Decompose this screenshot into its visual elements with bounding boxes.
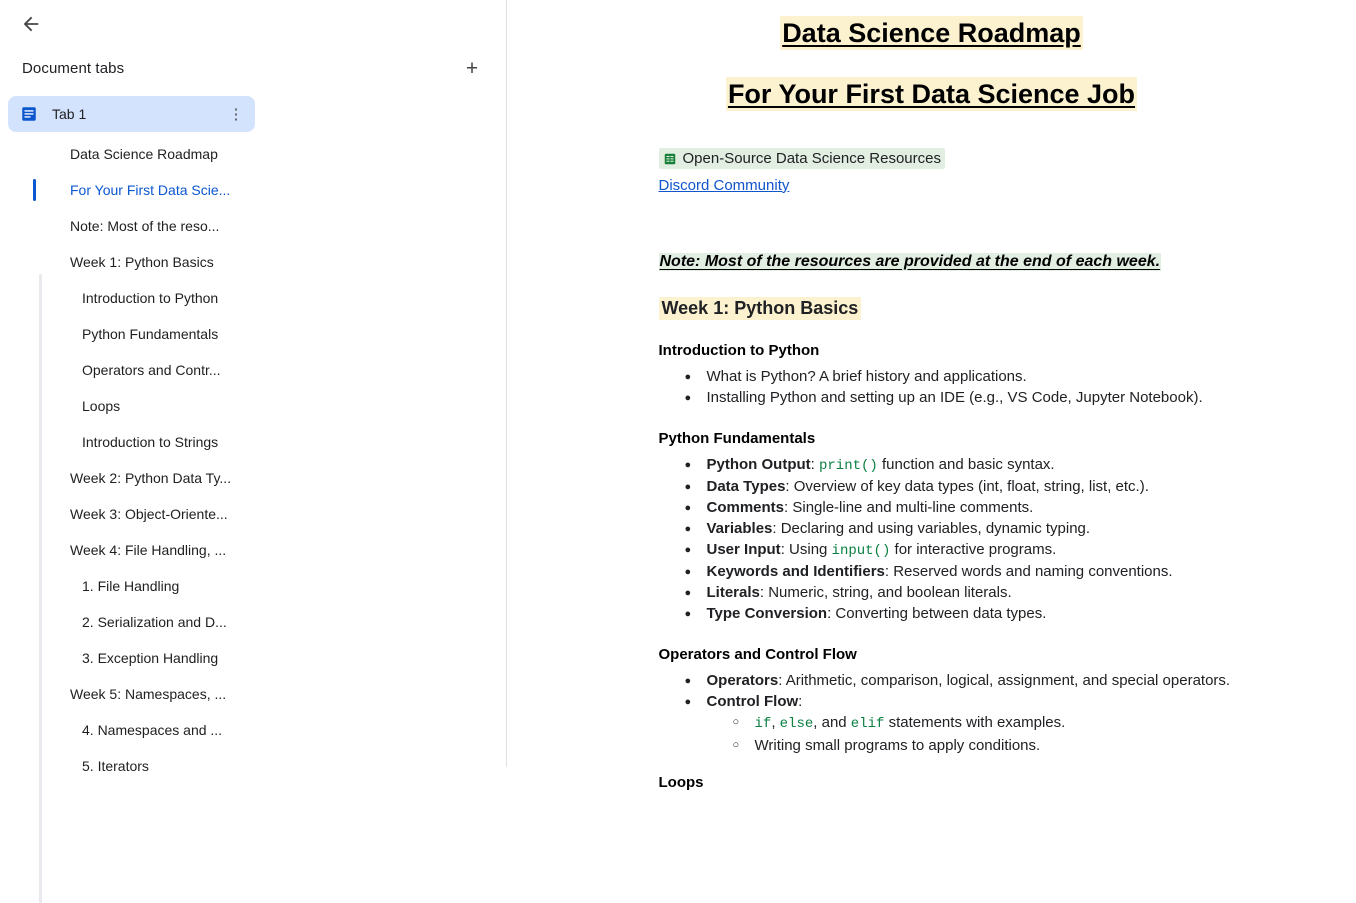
section-heading-operators-and-control-flow: Operators and Control Flow bbox=[658, 645, 857, 663]
bullet-list-introduction-to-python bbox=[562, 367, 1302, 408]
bullet-text: : Overview of key data types (int, float, string, list, etc.). bbox=[785, 477, 1149, 495]
outline-item-label: 5. Iterators bbox=[82, 758, 149, 774]
outline-item-label: 3. Exception Handling bbox=[82, 650, 219, 666]
outline-item-label: Week 2: Python Data Ty... bbox=[70, 470, 232, 486]
outline-item-15[interactable] bbox=[0, 676, 506, 712]
bullet-term: Comments bbox=[706, 498, 785, 516]
bullet-term: Data Types bbox=[706, 477, 786, 495]
bullet-list-python-fundamentals bbox=[562, 455, 1302, 624]
list-item bbox=[707, 562, 1302, 582]
document-page bbox=[562, 0, 1302, 791]
outline-item-label: Python Fundamentals bbox=[82, 326, 219, 342]
document-outline bbox=[0, 136, 506, 784]
bullet-term: Python Output bbox=[706, 455, 811, 473]
list-item bbox=[707, 671, 1302, 691]
page-title-line1 bbox=[562, 18, 1302, 49]
outline-item-2[interactable] bbox=[0, 208, 506, 244]
inline-code: if bbox=[754, 715, 772, 732]
outline-item-label: Introduction to Strings bbox=[82, 434, 219, 450]
bullet-term: Variables bbox=[706, 519, 773, 537]
bullet-text: : bbox=[798, 692, 803, 710]
outline-item-5[interactable] bbox=[0, 316, 506, 352]
sidebar-top-bar bbox=[0, 0, 506, 48]
outline-item-4[interactable] bbox=[0, 280, 506, 316]
document-canvas bbox=[507, 0, 1356, 791]
open-source-resources-chip[interactable] bbox=[659, 148, 945, 169]
outline-item-label: Week 1: Python Basics bbox=[70, 254, 214, 270]
outline-item-6[interactable] bbox=[0, 352, 506, 388]
bullet-term: Operators bbox=[706, 671, 779, 689]
document-tab-icon bbox=[20, 105, 38, 123]
list-item bbox=[707, 455, 1302, 476]
outline-item-label: Introduction to Python bbox=[82, 290, 219, 306]
page-title-line1-text: Data Science Roadmap bbox=[782, 18, 1081, 48]
bullet-term: User Input bbox=[706, 540, 781, 558]
tab-item-label: Tab 1 bbox=[52, 106, 87, 122]
list-item bbox=[707, 583, 1302, 603]
bullet-text: : Converting between data types. bbox=[827, 604, 1047, 622]
bullet-sep: : bbox=[810, 455, 819, 473]
bullet-sep: : Using bbox=[780, 540, 832, 558]
list-item bbox=[707, 388, 1302, 408]
bullet-text: What is Python? A brief history and applications. bbox=[706, 367, 1027, 385]
list-item bbox=[707, 367, 1302, 387]
section-heading-introduction-to-python: Introduction to Python bbox=[658, 341, 820, 359]
outline-item-17[interactable] bbox=[0, 748, 506, 784]
bullet-term: Keywords and Identifiers bbox=[706, 562, 885, 580]
discord-community-link[interactable]: Discord Community bbox=[658, 176, 790, 194]
list-item bbox=[707, 498, 1302, 518]
outline-item-label: Loops bbox=[82, 398, 121, 414]
kebab-menu-icon[interactable]: ⋮ bbox=[228, 105, 244, 123]
document-tabs-title: Document tabs bbox=[22, 59, 125, 77]
bullet-text: : Single-line and multi-line comments. bbox=[784, 498, 1034, 516]
outline-item-14[interactable] bbox=[0, 640, 506, 676]
outline-item-8[interactable] bbox=[0, 424, 506, 460]
list-item bbox=[707, 692, 1302, 756]
sub-bullet-list bbox=[707, 712, 1302, 756]
outline-item-11[interactable] bbox=[0, 532, 506, 568]
inline-code: elif bbox=[850, 715, 885, 732]
outline-item-label: For Your First Data Scie... bbox=[70, 182, 231, 198]
page-title-line2-text: For Your First Data Science Job bbox=[727, 79, 1136, 109]
bullet-text: Installing Python and setting up an IDE (e.g., VS Code, Jupyter Notebook). bbox=[706, 388, 1203, 406]
outline-item-label: Operators and Contr... bbox=[82, 362, 221, 378]
outline-item-label: 4. Namespaces and ... bbox=[82, 722, 223, 738]
list-item bbox=[707, 604, 1302, 624]
outline-item-label: Week 4: File Handling, ... bbox=[70, 542, 227, 558]
outline-item-label: Week 3: Object-Oriente... bbox=[70, 506, 228, 522]
outline-item-label: Week 5: Namespaces, ... bbox=[70, 686, 227, 702]
outline-item-label: 1. File Handling bbox=[82, 578, 180, 594]
spreadsheet-icon bbox=[663, 152, 677, 166]
bullet-text: : Numeric, string, and boolean literals. bbox=[759, 583, 1012, 601]
list-item bbox=[707, 540, 1302, 561]
outline-item-16[interactable] bbox=[0, 712, 506, 748]
add-tab-button[interactable]: + bbox=[465, 56, 479, 80]
code-sep: , bbox=[771, 713, 780, 731]
outline-item-0[interactable] bbox=[0, 136, 506, 172]
bullet-text: function and basic syntax. bbox=[877, 455, 1055, 473]
back-arrow-icon[interactable] bbox=[14, 7, 48, 41]
outline-item-7[interactable] bbox=[0, 388, 506, 424]
list-item bbox=[755, 712, 1302, 735]
open-source-resources-label: Open-Source Data Science Resources bbox=[682, 150, 941, 167]
code-sep: , and bbox=[813, 713, 851, 731]
week1-heading: Week 1: Python Basics bbox=[659, 297, 862, 320]
list-item bbox=[755, 735, 1302, 756]
bullet-term: Type Conversion bbox=[706, 604, 828, 622]
outline-item-label: 2. Serialization and D... bbox=[82, 614, 227, 630]
inline-code: input() bbox=[831, 542, 891, 559]
bullet-term: Literals bbox=[706, 583, 760, 601]
tab-item-tab-1[interactable] bbox=[8, 96, 255, 132]
document-tabs-sidebar bbox=[0, 0, 507, 774]
bullet-text: for interactive programs. bbox=[890, 540, 1057, 558]
resources-note: Note: Most of the resources are provided at the end of each week. bbox=[659, 252, 1161, 270]
bullet-text: : Reserved words and naming conventions. bbox=[884, 562, 1173, 580]
inline-code: else bbox=[779, 715, 814, 732]
outline-item-1[interactable] bbox=[0, 172, 506, 208]
outline-item-13[interactable] bbox=[0, 604, 506, 640]
bullet-term: Control Flow bbox=[706, 692, 799, 710]
list-item bbox=[707, 519, 1302, 539]
bullet-text: : Declaring and using variables, dynamic typing. bbox=[772, 519, 1091, 537]
outline-item-12[interactable] bbox=[0, 568, 506, 604]
bullet-text: : Arithmetic, comparison, logical, assignment, and special operators. bbox=[778, 671, 1231, 689]
bullet-list-operators-and-control-flow bbox=[562, 671, 1302, 756]
outline-item-10[interactable] bbox=[0, 496, 506, 532]
bullet-text: Writing small programs to apply conditions. bbox=[754, 736, 1041, 754]
bullet-text: statements with examples. bbox=[884, 713, 1066, 731]
page-title-line2 bbox=[562, 79, 1302, 110]
section-heading-loops: Loops bbox=[658, 773, 704, 791]
outline-item-label: Note: Most of the reso... bbox=[70, 218, 220, 234]
inline-code: print() bbox=[819, 457, 878, 474]
list-item bbox=[707, 477, 1302, 497]
outline-item-3[interactable] bbox=[0, 244, 506, 280]
document-tabs-header bbox=[0, 48, 506, 88]
outline-item-9[interactable] bbox=[0, 460, 506, 496]
outline-item-label: Data Science Roadmap bbox=[70, 146, 218, 162]
section-heading-python-fundamentals: Python Fundamentals bbox=[658, 429, 816, 447]
